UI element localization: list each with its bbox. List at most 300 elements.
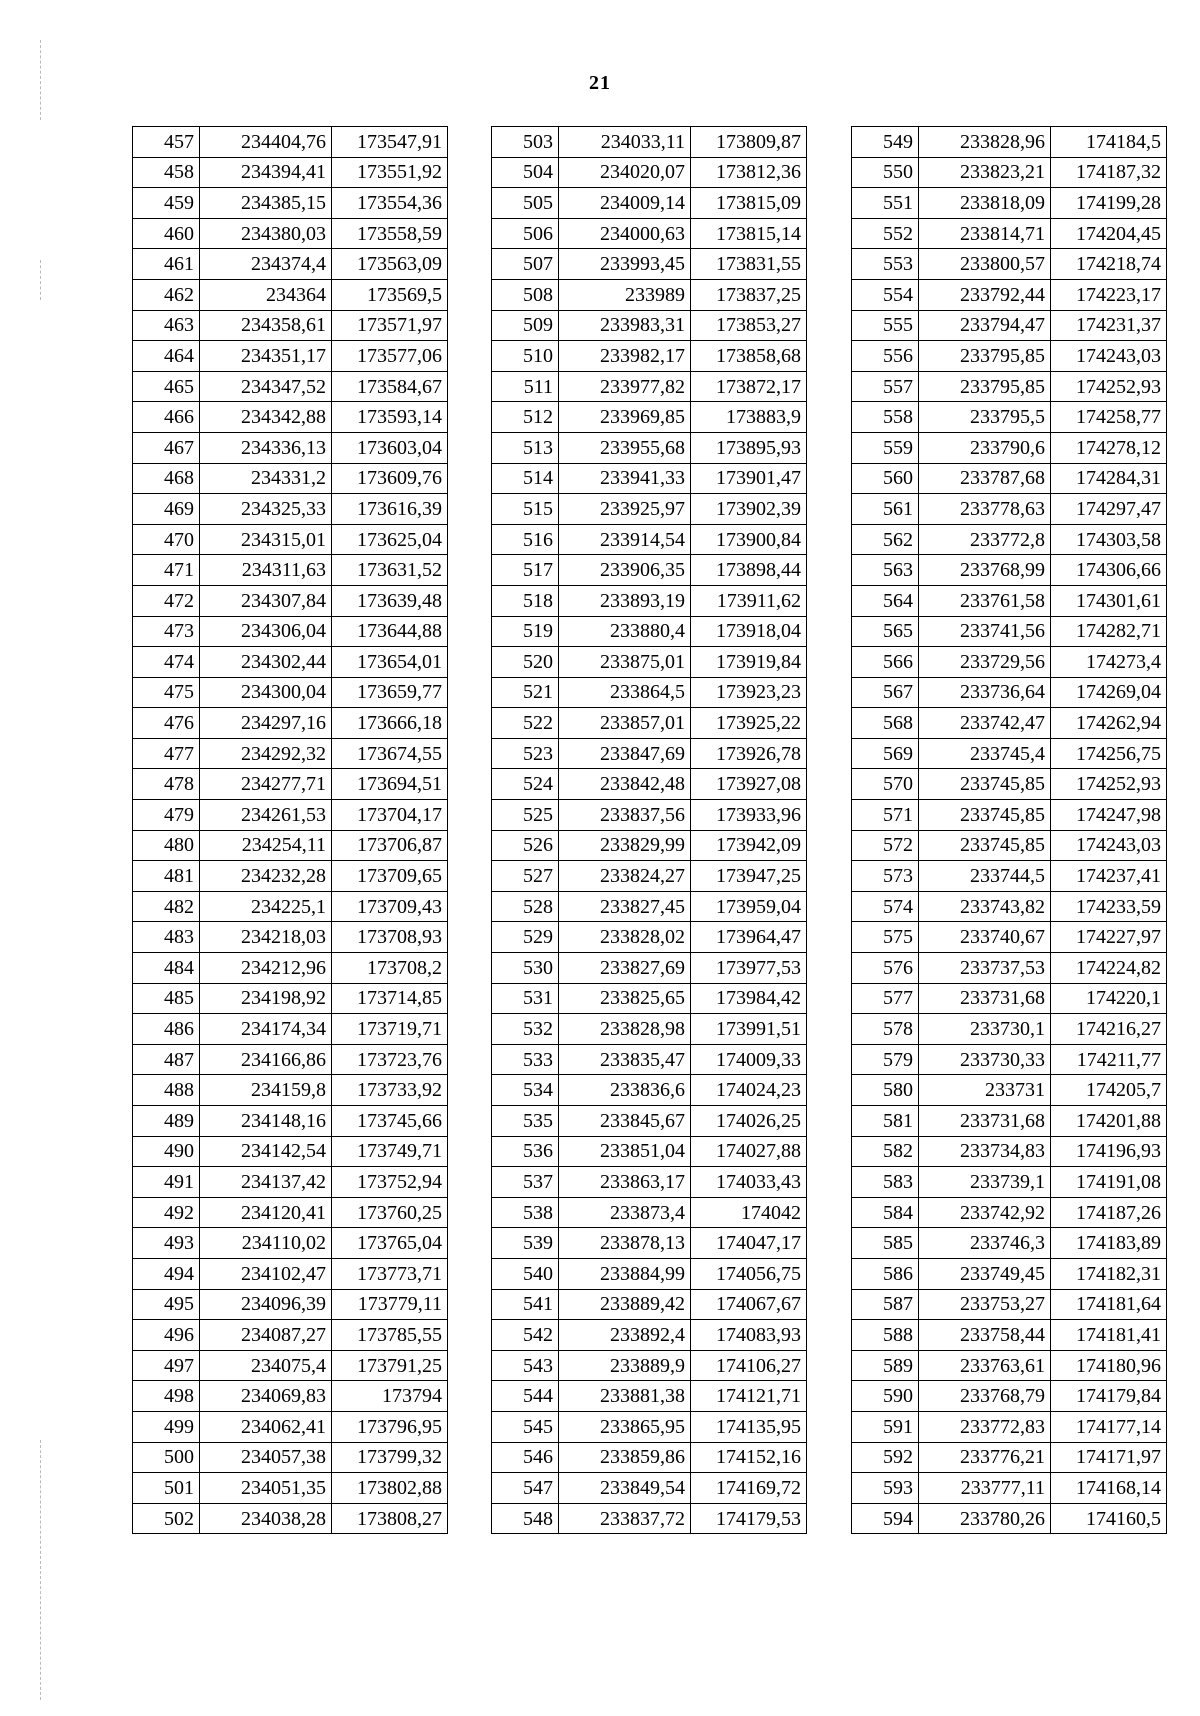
y-coordinate-cell: 173584,67 <box>332 371 448 402</box>
table-row <box>852 341 1167 372</box>
y-coordinate-cell: 174252,93 <box>1051 371 1167 402</box>
y-coordinate-cell: 173872,17 <box>691 371 807 402</box>
y-coordinate-cell: 173773,71 <box>332 1258 448 1289</box>
point-number-cell: 536 <box>492 1136 559 1167</box>
x-coordinate-cell: 234020,07 <box>559 157 691 188</box>
x-coordinate-cell: 233777,11 <box>919 1473 1051 1504</box>
x-coordinate-cell: 233795,85 <box>919 341 1051 372</box>
point-number-cell: 493 <box>133 1228 200 1259</box>
x-coordinate-cell: 234120,41 <box>200 1197 332 1228</box>
table-row <box>492 1473 807 1504</box>
point-number-cell: 537 <box>492 1167 559 1198</box>
table-row <box>133 1350 448 1381</box>
point-number-cell: 552 <box>852 218 919 249</box>
x-coordinate-cell: 234225,1 <box>200 891 332 922</box>
point-number-cell: 499 <box>133 1411 200 1442</box>
point-number-cell: 575 <box>852 922 919 953</box>
table-row <box>852 432 1167 463</box>
y-coordinate-cell: 173779,11 <box>332 1289 448 1320</box>
point-number-cell: 518 <box>492 585 559 616</box>
table-row <box>492 1350 807 1381</box>
table-row <box>852 188 1167 219</box>
x-coordinate-cell: 233761,58 <box>919 585 1051 616</box>
y-coordinate-cell: 173719,71 <box>332 1014 448 1045</box>
point-number-cell: 492 <box>133 1197 200 1228</box>
table-row <box>852 800 1167 831</box>
table-row <box>492 1320 807 1351</box>
table-row <box>852 402 1167 433</box>
point-number-cell: 559 <box>852 432 919 463</box>
table-row <box>133 677 448 708</box>
point-number-cell: 488 <box>133 1075 200 1106</box>
point-number-cell: 540 <box>492 1258 559 1289</box>
x-coordinate-cell: 234292,32 <box>200 738 332 769</box>
point-number-cell: 569 <box>852 738 919 769</box>
y-coordinate-cell: 174201,88 <box>1051 1106 1167 1137</box>
y-coordinate-cell: 174026,25 <box>691 1106 807 1137</box>
y-coordinate-cell: 174187,32 <box>1051 157 1167 188</box>
point-number-cell: 471 <box>133 555 200 586</box>
point-number-cell: 466 <box>133 402 200 433</box>
x-coordinate-cell: 233982,17 <box>559 341 691 372</box>
point-number-cell: 490 <box>133 1136 200 1167</box>
x-coordinate-cell: 233795,5 <box>919 402 1051 433</box>
y-coordinate-cell: 173625,04 <box>332 524 448 555</box>
x-coordinate-cell: 233824,27 <box>559 861 691 892</box>
y-coordinate-cell: 174169,72 <box>691 1473 807 1504</box>
y-coordinate-cell: 173895,93 <box>691 432 807 463</box>
x-coordinate-cell: 233739,1 <box>919 1167 1051 1198</box>
y-coordinate-cell: 174083,93 <box>691 1320 807 1351</box>
y-coordinate-cell: 174171,97 <box>1051 1442 1167 1473</box>
table-row <box>133 402 448 433</box>
point-number-cell: 489 <box>133 1106 200 1137</box>
x-coordinate-cell: 234347,52 <box>200 371 332 402</box>
table-row <box>852 585 1167 616</box>
x-coordinate-cell: 234038,28 <box>200 1503 332 1534</box>
y-coordinate-cell: 174223,17 <box>1051 279 1167 310</box>
y-coordinate-cell: 173808,27 <box>332 1503 448 1534</box>
y-coordinate-cell: 174282,71 <box>1051 616 1167 647</box>
y-coordinate-cell: 174204,45 <box>1051 218 1167 249</box>
y-coordinate-cell: 173791,25 <box>332 1350 448 1381</box>
point-number-cell: 517 <box>492 555 559 586</box>
y-coordinate-cell: 174180,96 <box>1051 1350 1167 1381</box>
y-coordinate-cell: 174303,58 <box>1051 524 1167 555</box>
x-coordinate-cell: 233823,21 <box>919 157 1051 188</box>
table-row <box>133 983 448 1014</box>
x-coordinate-cell: 233828,96 <box>919 127 1051 158</box>
x-coordinate-cell: 233731,68 <box>919 983 1051 1014</box>
y-coordinate-cell: 174269,04 <box>1051 677 1167 708</box>
y-coordinate-cell: 173925,22 <box>691 708 807 739</box>
table-row <box>492 218 807 249</box>
scan-margin-line <box>40 260 41 300</box>
table-row <box>852 1258 1167 1289</box>
x-coordinate-cell: 233745,85 <box>919 830 1051 861</box>
x-coordinate-cell: 233969,85 <box>559 402 691 433</box>
point-number-cell: 541 <box>492 1289 559 1320</box>
point-number-cell: 594 <box>852 1503 919 1534</box>
table-row <box>492 279 807 310</box>
y-coordinate-cell: 173809,87 <box>691 127 807 158</box>
table-row <box>492 1014 807 1045</box>
table-row <box>852 891 1167 922</box>
x-coordinate-cell: 233795,85 <box>919 371 1051 402</box>
table-row <box>852 983 1167 1014</box>
point-number-cell: 590 <box>852 1381 919 1412</box>
y-coordinate-cell: 173723,76 <box>332 1044 448 1075</box>
x-coordinate-cell: 234087,27 <box>200 1320 332 1351</box>
y-coordinate-cell: 174024,23 <box>691 1075 807 1106</box>
x-coordinate-cell: 233827,45 <box>559 891 691 922</box>
x-coordinate-cell: 234110,02 <box>200 1228 332 1259</box>
x-coordinate-cell: 233778,63 <box>919 494 1051 525</box>
y-coordinate-cell: 174284,31 <box>1051 463 1167 494</box>
point-number-cell: 496 <box>133 1320 200 1351</box>
table-row <box>492 1167 807 1198</box>
table-row <box>133 555 448 586</box>
point-number-cell: 481 <box>133 861 200 892</box>
table-row <box>492 127 807 158</box>
table-row <box>133 279 448 310</box>
point-number-cell: 478 <box>133 769 200 800</box>
y-coordinate-cell: 173704,17 <box>332 800 448 831</box>
table-row <box>852 524 1167 555</box>
table-row <box>133 188 448 219</box>
x-coordinate-cell: 233873,4 <box>559 1197 691 1228</box>
table-row <box>133 1228 448 1259</box>
table-row <box>492 249 807 280</box>
point-number-cell: 580 <box>852 1075 919 1106</box>
y-coordinate-cell: 174181,41 <box>1051 1320 1167 1351</box>
x-coordinate-cell: 233993,45 <box>559 249 691 280</box>
table-row <box>852 127 1167 158</box>
y-coordinate-cell: 174184,5 <box>1051 127 1167 158</box>
point-number-cell: 469 <box>133 494 200 525</box>
x-coordinate-cell: 233729,56 <box>919 647 1051 678</box>
table-row <box>492 677 807 708</box>
table-row <box>133 769 448 800</box>
point-number-cell: 573 <box>852 861 919 892</box>
y-coordinate-cell: 174227,97 <box>1051 922 1167 953</box>
x-coordinate-cell: 233865,95 <box>559 1411 691 1442</box>
table-row <box>852 1044 1167 1075</box>
x-coordinate-cell: 233836,6 <box>559 1075 691 1106</box>
point-number-cell: 549 <box>852 127 919 158</box>
x-coordinate-cell: 234174,34 <box>200 1014 332 1045</box>
x-coordinate-cell: 233842,48 <box>559 769 691 800</box>
point-number-cell: 483 <box>133 922 200 953</box>
y-coordinate-cell: 174258,77 <box>1051 402 1167 433</box>
point-number-cell: 535 <box>492 1106 559 1137</box>
x-coordinate-cell: 234137,42 <box>200 1167 332 1198</box>
table-row <box>852 1473 1167 1504</box>
x-coordinate-cell: 233814,71 <box>919 218 1051 249</box>
point-number-cell: 548 <box>492 1503 559 1534</box>
point-number-cell: 484 <box>133 953 200 984</box>
table-row <box>492 891 807 922</box>
table-row <box>492 647 807 678</box>
y-coordinate-cell: 173593,14 <box>332 402 448 433</box>
x-coordinate-cell: 233849,54 <box>559 1473 691 1504</box>
table-row <box>852 1136 1167 1167</box>
x-coordinate-cell: 234300,04 <box>200 677 332 708</box>
table-row <box>133 616 448 647</box>
point-number-cell: 474 <box>133 647 200 678</box>
y-coordinate-cell: 173603,04 <box>332 432 448 463</box>
x-coordinate-cell: 233740,67 <box>919 922 1051 953</box>
table-row <box>852 218 1167 249</box>
y-coordinate-cell: 173745,66 <box>332 1106 448 1137</box>
x-coordinate-cell: 234000,63 <box>559 218 691 249</box>
point-number-cell: 555 <box>852 310 919 341</box>
y-coordinate-cell: 174243,03 <box>1051 341 1167 372</box>
point-number-cell: 582 <box>852 1136 919 1167</box>
x-coordinate-cell: 234051,35 <box>200 1473 332 1504</box>
y-coordinate-cell: 174306,66 <box>1051 555 1167 586</box>
x-coordinate-cell: 233827,69 <box>559 953 691 984</box>
table-row <box>852 861 1167 892</box>
table-row <box>492 157 807 188</box>
x-coordinate-cell: 233731,68 <box>919 1106 1051 1137</box>
point-number-cell: 512 <box>492 402 559 433</box>
point-number-cell: 561 <box>852 494 919 525</box>
point-number-cell: 463 <box>133 310 200 341</box>
table-row <box>492 738 807 769</box>
x-coordinate-cell: 234351,17 <box>200 341 332 372</box>
y-coordinate-cell: 174121,71 <box>691 1381 807 1412</box>
table-row <box>492 1197 807 1228</box>
x-coordinate-cell: 233881,38 <box>559 1381 691 1412</box>
point-number-cell: 583 <box>852 1167 919 1198</box>
table-row <box>133 1381 448 1412</box>
y-coordinate-cell: 173749,71 <box>332 1136 448 1167</box>
x-coordinate-cell: 233744,5 <box>919 861 1051 892</box>
x-coordinate-cell: 234075,4 <box>200 1350 332 1381</box>
point-number-cell: 504 <box>492 157 559 188</box>
page-number: 21 <box>589 72 611 94</box>
x-coordinate-cell: 233829,99 <box>559 830 691 861</box>
y-coordinate-cell: 173551,92 <box>332 157 448 188</box>
x-coordinate-cell: 233736,64 <box>919 677 1051 708</box>
y-coordinate-cell: 173708,2 <box>332 953 448 984</box>
y-coordinate-cell: 174196,93 <box>1051 1136 1167 1167</box>
point-number-cell: 568 <box>852 708 919 739</box>
y-coordinate-cell: 174160,5 <box>1051 1503 1167 1534</box>
table-row <box>133 1289 448 1320</box>
y-coordinate-cell: 173900,84 <box>691 524 807 555</box>
x-coordinate-cell: 233906,35 <box>559 555 691 586</box>
table-row <box>133 463 448 494</box>
point-number-cell: 547 <box>492 1473 559 1504</box>
table-row <box>133 1503 448 1534</box>
table-row <box>133 1320 448 1351</box>
x-coordinate-cell: 233800,57 <box>919 249 1051 280</box>
point-number-cell: 494 <box>133 1258 200 1289</box>
y-coordinate-cell: 173815,14 <box>691 218 807 249</box>
table-row <box>492 1503 807 1534</box>
table-row <box>852 830 1167 861</box>
coordinates-table-3 <box>851 126 1167 1534</box>
y-coordinate-cell: 174218,74 <box>1051 249 1167 280</box>
point-number-cell: 545 <box>492 1411 559 1442</box>
x-coordinate-cell: 234358,61 <box>200 310 332 341</box>
point-number-cell: 515 <box>492 494 559 525</box>
y-coordinate-cell: 173554,36 <box>332 188 448 219</box>
y-coordinate-cell: 173733,92 <box>332 1075 448 1106</box>
x-coordinate-cell: 233758,44 <box>919 1320 1051 1351</box>
x-coordinate-cell: 233794,47 <box>919 310 1051 341</box>
point-number-cell: 564 <box>852 585 919 616</box>
table-row <box>852 922 1167 953</box>
x-coordinate-cell: 233893,19 <box>559 585 691 616</box>
coordinates-table-2 <box>491 126 807 1534</box>
point-number-cell: 576 <box>852 953 919 984</box>
table-row <box>852 1320 1167 1351</box>
y-coordinate-cell: 173933,96 <box>691 800 807 831</box>
table-row <box>492 1106 807 1137</box>
table-row <box>133 647 448 678</box>
point-number-cell: 477 <box>133 738 200 769</box>
table-row <box>492 800 807 831</box>
y-coordinate-cell: 174181,64 <box>1051 1289 1167 1320</box>
point-number-cell: 509 <box>492 310 559 341</box>
y-coordinate-cell: 174168,14 <box>1051 1473 1167 1504</box>
table-row <box>133 738 448 769</box>
y-coordinate-cell: 173752,94 <box>332 1167 448 1198</box>
table-row <box>492 432 807 463</box>
table-row <box>133 891 448 922</box>
point-number-cell: 516 <box>492 524 559 555</box>
y-coordinate-cell: 173569,5 <box>332 279 448 310</box>
point-number-cell: 508 <box>492 279 559 310</box>
x-coordinate-cell: 233837,56 <box>559 800 691 831</box>
y-coordinate-cell: 174256,75 <box>1051 738 1167 769</box>
table-row <box>492 861 807 892</box>
y-coordinate-cell: 174179,84 <box>1051 1381 1167 1412</box>
y-coordinate-cell: 174199,28 <box>1051 188 1167 219</box>
table-row <box>133 708 448 739</box>
table-row <box>852 1289 1167 1320</box>
y-coordinate-cell: 173964,47 <box>691 922 807 953</box>
table-row <box>852 616 1167 647</box>
y-coordinate-cell: 174224,82 <box>1051 953 1167 984</box>
x-coordinate-cell: 233818,09 <box>919 188 1051 219</box>
point-number-cell: 476 <box>133 708 200 739</box>
table-row <box>133 585 448 616</box>
point-number-cell: 505 <box>492 188 559 219</box>
table-row <box>133 1075 448 1106</box>
x-coordinate-cell: 233743,82 <box>919 891 1051 922</box>
table-row <box>492 708 807 739</box>
point-number-cell: 487 <box>133 1044 200 1075</box>
point-number-cell: 522 <box>492 708 559 739</box>
x-coordinate-cell: 233753,27 <box>919 1289 1051 1320</box>
x-coordinate-cell: 234325,33 <box>200 494 332 525</box>
point-number-cell: 593 <box>852 1473 919 1504</box>
table-row <box>492 953 807 984</box>
y-coordinate-cell: 173639,48 <box>332 585 448 616</box>
y-coordinate-cell: 173926,78 <box>691 738 807 769</box>
table-row <box>492 830 807 861</box>
table-row <box>133 218 448 249</box>
table-row <box>492 494 807 525</box>
table-row <box>492 922 807 953</box>
table-row <box>133 1106 448 1137</box>
y-coordinate-cell: 174067,67 <box>691 1289 807 1320</box>
point-number-cell: 500 <box>133 1442 200 1473</box>
table-row <box>492 402 807 433</box>
point-number-cell: 495 <box>133 1289 200 1320</box>
point-number-cell: 486 <box>133 1014 200 1045</box>
x-coordinate-cell: 233790,6 <box>919 432 1051 463</box>
point-number-cell: 533 <box>492 1044 559 1075</box>
y-coordinate-cell: 174301,61 <box>1051 585 1167 616</box>
x-coordinate-cell: 233864,5 <box>559 677 691 708</box>
table-row <box>492 1289 807 1320</box>
x-coordinate-cell: 234009,14 <box>559 188 691 219</box>
x-coordinate-cell: 233745,85 <box>919 800 1051 831</box>
y-coordinate-cell: 173785,55 <box>332 1320 448 1351</box>
x-coordinate-cell: 233828,02 <box>559 922 691 953</box>
x-coordinate-cell: 234069,83 <box>200 1381 332 1412</box>
x-coordinate-cell: 234148,16 <box>200 1106 332 1137</box>
x-coordinate-cell: 233889,42 <box>559 1289 691 1320</box>
x-coordinate-cell: 233772,83 <box>919 1411 1051 1442</box>
y-coordinate-cell: 173708,93 <box>332 922 448 953</box>
y-coordinate-cell: 174177,14 <box>1051 1411 1167 1442</box>
table-row <box>492 371 807 402</box>
y-coordinate-cell: 173609,76 <box>332 463 448 494</box>
table-row <box>492 1228 807 1259</box>
x-coordinate-cell: 234307,84 <box>200 585 332 616</box>
point-number-cell: 482 <box>133 891 200 922</box>
y-coordinate-cell: 173659,77 <box>332 677 448 708</box>
x-coordinate-cell: 233925,97 <box>559 494 691 525</box>
x-coordinate-cell: 234261,53 <box>200 800 332 831</box>
table-row <box>852 708 1167 739</box>
table-row <box>852 647 1167 678</box>
y-coordinate-cell: 173714,85 <box>332 983 448 1014</box>
y-coordinate-cell: 173563,09 <box>332 249 448 280</box>
point-number-cell: 497 <box>133 1350 200 1381</box>
x-coordinate-cell: 233825,65 <box>559 983 691 1014</box>
table-row <box>492 585 807 616</box>
x-coordinate-cell: 234311,63 <box>200 555 332 586</box>
table-row <box>133 1136 448 1167</box>
table-row <box>492 1075 807 1106</box>
point-number-cell: 513 <box>492 432 559 463</box>
y-coordinate-cell: 174233,59 <box>1051 891 1167 922</box>
x-coordinate-cell: 233941,33 <box>559 463 691 494</box>
x-coordinate-cell: 233955,68 <box>559 432 691 463</box>
x-coordinate-cell: 234142,54 <box>200 1136 332 1167</box>
point-number-cell: 544 <box>492 1381 559 1412</box>
y-coordinate-cell: 173571,97 <box>332 310 448 341</box>
point-number-cell: 528 <box>492 891 559 922</box>
point-number-cell: 532 <box>492 1014 559 1045</box>
y-coordinate-cell: 174231,37 <box>1051 310 1167 341</box>
x-coordinate-cell: 234336,13 <box>200 432 332 463</box>
x-coordinate-cell: 233989 <box>559 279 691 310</box>
table-row <box>852 555 1167 586</box>
point-number-cell: 523 <box>492 738 559 769</box>
y-coordinate-cell: 173694,51 <box>332 769 448 800</box>
y-coordinate-cell: 173898,44 <box>691 555 807 586</box>
point-number-cell: 498 <box>133 1381 200 1412</box>
point-number-cell: 592 <box>852 1442 919 1473</box>
